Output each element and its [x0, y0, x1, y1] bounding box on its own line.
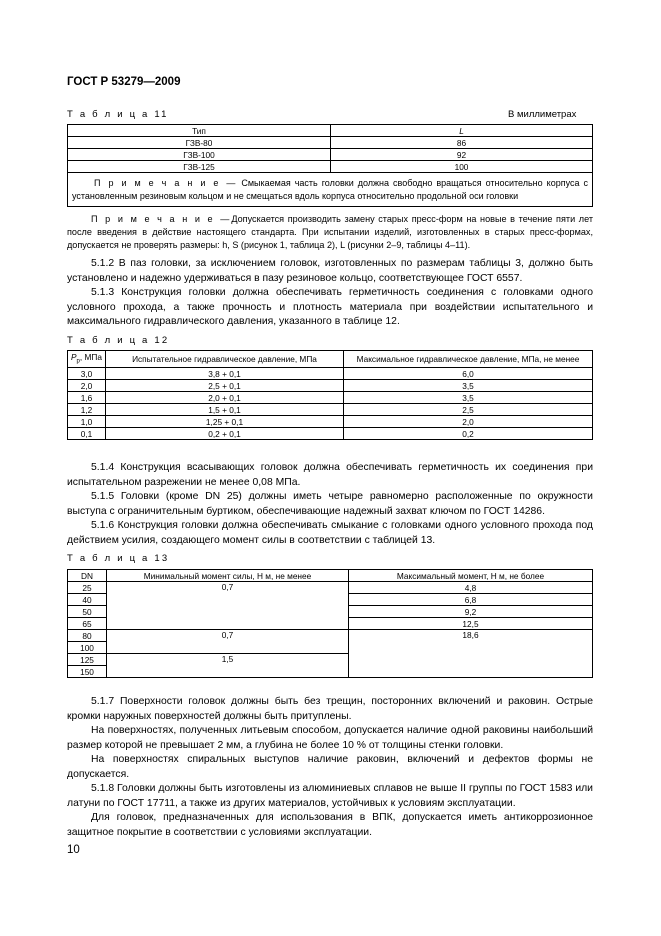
table-12-caption: Т а б л и ц а 12 [67, 335, 170, 346]
table-row: 80 0,7 18,6 [68, 630, 593, 642]
table-row: 1,0 1,25 + 0,1 2,0 [68, 416, 593, 428]
table-row: 0,1 0,2 + 0,1 0,2 [68, 428, 593, 440]
table-row: 150 [68, 666, 593, 678]
page-number: 10 [67, 844, 80, 856]
cell-type: ГЗВ-80 [68, 137, 331, 149]
col-test-header: Испытательное гидравлическое давление, МПа [106, 351, 344, 368]
table-11 [67, 124, 593, 207]
table-row: 100 [68, 642, 593, 654]
table-row: 40 6,8 [68, 594, 593, 606]
col-dn-header: DN [68, 570, 107, 582]
paragraph-cast-surfaces: На поверхностях, полученных литьевым способом, допускается наличие одной раковины наибольший размер которой не превышает 2 мм, а глубина не более 10 % от толщины стенки головки. [67, 725, 593, 751]
table-row: 2,0 2,5 + 0,1 3,5 [68, 380, 593, 392]
cell-type: ГЗВ-100 [68, 149, 331, 161]
note-text: Допускается производить замену старых пресс-форм на новые в течение пяти лет после введения в действие настоящего стандарта. При испытании изделий, изготовленных в старых пресс-формах, допускается не проверять размеры: h, S (рисунок 1, таблица 2), L (рисунки 2–9, таблицы 4–11). [67, 214, 594, 250]
cell-l: 100 [331, 161, 593, 173]
paragraph-5-1-6: 5.1.6 Конструкция головки должна обеспечивать смыкание с головками одного условного прохода под действием усилия, создающего момент силы в соответствии с таблицей 13. [67, 520, 593, 546]
table-11-units: В миллиметрах [508, 109, 577, 120]
table-row [68, 161, 593, 173]
note-label: П р и м е ч а н и е — [94, 178, 238, 188]
note-paragraph [67, 213, 593, 252]
paragraph-5-1-4: 5.1.4 Конструкция всасывающих головок должна обеспечивать герметичность их соединения при испытательном разрежении не менее 0,08 МПа. [67, 462, 593, 488]
cell-min: 1,5 [107, 654, 349, 678]
cell-max: 18,6 [349, 630, 593, 678]
note-text: Смыкаемая часть головки должна свободно вращаться относительно корпуса с установленным резиновым кольцом и не смещаться вдоль корпуса относительно продольной оси головки [72, 178, 588, 201]
col-p-header: $P_р$, МПа [68, 351, 106, 368]
table-row: 3,0 3,8 + 0,1 6,0 [68, 368, 593, 380]
col-type-header: Тип [68, 125, 331, 137]
cell-l: 86 [331, 137, 593, 149]
table-row: 1,6 2,0 + 0,1 3,5 [68, 392, 593, 404]
table-11-note [68, 173, 593, 207]
cell-min: 0,7 [107, 582, 349, 630]
paragraph-5-1-8: 5.1.8 Головки должны быть изготовлены из алюминиевых сплавов не выше II группы по ГОСТ 1583 или латуни по ГОСТ 17711, а также из других материалов, устойчивых к условиям эксплуатации. [67, 783, 593, 809]
paragraph-5-1-3: 5.1.3 Конструкция головки должна обеспечивать герметичность соединения с головками одного условного прохода, а также прочность и плотность материала при воздействии испытательного и максимального гидравлического давления, указанного в таблице 12. [67, 287, 593, 328]
table-12 [67, 350, 593, 440]
note-label: П р и м е ч а н и е — [91, 214, 232, 224]
cell-min: 0,7 [107, 630, 349, 654]
table-row: 1,2 1,5 + 0,1 2,5 [68, 404, 593, 416]
col-min-header: Минимальный момент силы, Н м, не менее [107, 570, 349, 582]
document-header: ГОСТ Р 53279—2009 [67, 76, 181, 88]
col-l-header: L [331, 125, 593, 137]
col-max-header: Максимальный момент, Н м, не более [349, 570, 593, 582]
cell-type: ГЗВ-125 [68, 161, 331, 173]
paragraph-spiral: На поверхностях спиральных выступов наличие раковин, включений и дефектов формы не допускается. [67, 754, 593, 780]
paragraph-vpk: Для головок, предназначенных для использования в ВПК, допускается иметь антикоррозионное защитное покрытие в соответствии с условиями эксплуатации. [67, 812, 593, 838]
table-13 [67, 569, 593, 678]
table-row [68, 137, 593, 149]
table-11-caption: Т а б л и ц а 11 [67, 109, 169, 120]
table-13-caption: Т а б л и ц а 13 [67, 553, 170, 564]
table-row [68, 149, 593, 161]
paragraph-5-1-5: 5.1.5 Головки (кроме DN 25) должны иметь четыре равномерно расположенные по окружности выступа с ограничительным буртиком, обеспечивающие надежный захват ключом по ГОСТ 14286. [67, 491, 593, 517]
table-row: 65 12,5 [68, 618, 593, 630]
table-row: 25 0,7 4,8 [68, 582, 593, 594]
col-max-header: Максимальное гидравлическое давление, МПа, не менее [344, 351, 593, 368]
paragraph-5-1-2: 5.1.2 В паз головки, за исключением головок, изготовленных по размерам таблицы 3, должно быть установлено и надежно удерживаться в пазу резиновое кольцо, соответствующее ГОСТ 6557. [67, 258, 593, 284]
cell-l: 92 [331, 149, 593, 161]
table-row: 125 1,5 [68, 654, 593, 666]
paragraph-5-1-7: 5.1.7 Поверхности головок должны быть без трещин, посторонних включений и раковин. Острые кромки наружных поверхностей должны быть притуплены. [67, 696, 593, 722]
table-row: 50 9,2 [68, 606, 593, 618]
